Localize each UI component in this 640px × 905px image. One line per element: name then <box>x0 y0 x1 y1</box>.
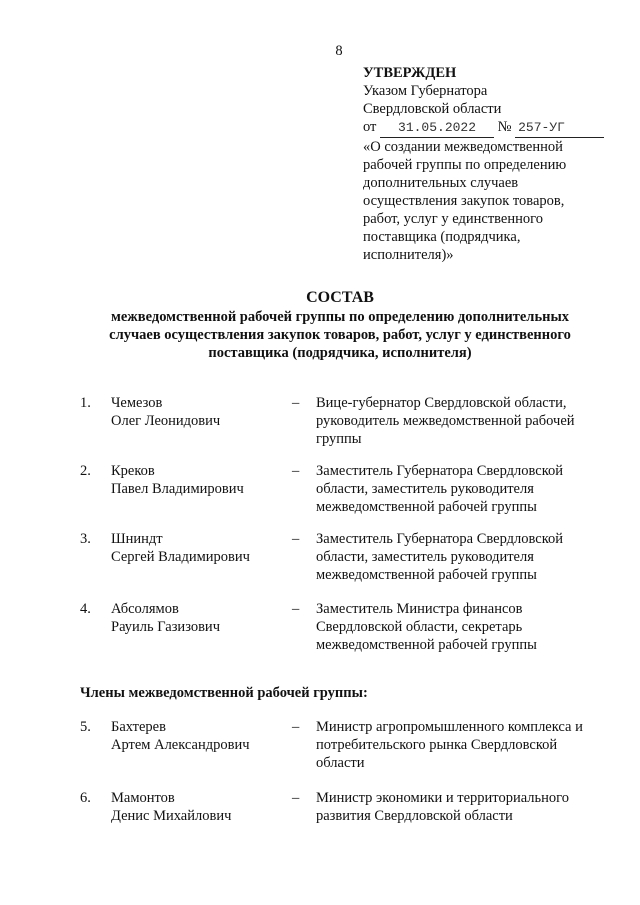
position-line: потребительского рынка Свердловской <box>316 737 558 753</box>
member-given-names: Павел Владимирович <box>111 481 244 497</box>
position-line: межведомственной рабочей группы <box>316 499 537 515</box>
document-title <box>70 288 610 362</box>
approval-line-1: Указом Губернатора <box>363 83 488 99</box>
title-line-3: поставщика (подрядчика, исполнителя) <box>208 345 472 361</box>
member-surname: Мамонтов <box>111 790 175 806</box>
member-name <box>111 789 286 825</box>
decree-number: 257-УГ <box>515 119 604 138</box>
approval-date-line <box>363 118 633 138</box>
member-number: 1. <box>80 395 91 411</box>
member-surname: Абсолямов <box>111 601 179 617</box>
member-name <box>111 600 286 636</box>
member-number: 4. <box>80 601 91 617</box>
member-given-names: Сергей Владимирович <box>111 549 250 565</box>
approval-subject-6: поставщика (подрядчика, <box>363 229 521 245</box>
member-number: 2. <box>80 463 91 479</box>
page-number: 8 <box>335 43 343 59</box>
dash: – <box>292 790 300 806</box>
member-surname: Шниндт <box>111 531 163 547</box>
dash: – <box>292 601 300 617</box>
approval-subject-7: исполнителя)» <box>363 247 454 263</box>
member-position <box>316 530 616 584</box>
position-line: Вице-губернатор Свердловской области, <box>316 395 567 411</box>
approval-subject-3: дополнительных случаев <box>363 175 519 191</box>
position-line: Министр агропромышленного комплекса и <box>316 719 583 735</box>
member-given-names: Олег Леонидович <box>111 413 221 429</box>
member-position <box>316 718 616 772</box>
position-line: Свердловской области, секретарь <box>316 619 523 635</box>
member-name <box>111 462 286 498</box>
number-sign: № <box>497 119 512 135</box>
position-line: Министр экономики и территориального <box>316 790 569 806</box>
position-line: развития Свердловской области <box>316 808 513 824</box>
member-surname: Креков <box>111 463 155 479</box>
approval-line-2: Свердловской области <box>363 101 502 117</box>
member-number: 3. <box>80 531 91 547</box>
position-line: группы <box>316 431 362 447</box>
dash: – <box>292 395 300 411</box>
position-line: межведомственной рабочей группы <box>316 637 537 653</box>
member-position <box>316 600 616 654</box>
dash: – <box>292 719 300 735</box>
member-surname: Чемезов <box>111 395 163 411</box>
position-line: области <box>316 755 365 771</box>
member-number: 5. <box>80 719 91 735</box>
member-name <box>111 718 286 754</box>
member-number: 6. <box>80 790 91 806</box>
position-line: области, заместитель руководителя <box>316 481 534 497</box>
approval-subject-2: рабочей группы по определению <box>363 157 567 173</box>
date-prefix: от <box>363 119 377 135</box>
decree-date: 31.05.2022 <box>380 119 494 138</box>
members-heading: Члены межведомственной рабочей группы: <box>80 685 368 701</box>
member-given-names: Рауиль Газизович <box>111 619 220 635</box>
member-name <box>111 394 286 430</box>
position-line: руководитель межведомственной рабочей <box>316 413 575 429</box>
position-line: области, заместитель руководителя <box>316 549 534 565</box>
position-line: Заместитель Губернатора Свердловской <box>316 531 564 547</box>
approval-subject-4: осуществления закупок товаров, <box>363 193 565 209</box>
member-name <box>111 530 286 566</box>
dash: – <box>292 463 300 479</box>
dash: – <box>292 531 300 547</box>
member-surname: Бахтерев <box>111 719 166 735</box>
member-given-names: Денис Михайлович <box>111 808 232 824</box>
approval-subject-5: работ, услуг у единственного <box>363 211 543 227</box>
member-position <box>316 789 616 825</box>
title-line-1: межведомственной рабочей группы по определению дополнительных <box>110 309 570 325</box>
position-line: Заместитель Губернатора Свердловской <box>316 463 564 479</box>
approval-block <box>363 64 633 264</box>
title-main: СОСТАВ <box>306 289 374 306</box>
member-given-names: Артем Александрович <box>111 737 250 753</box>
approval-heading: УТВЕРЖДЕН <box>363 65 457 81</box>
position-line: межведомственной рабочей группы <box>316 567 537 583</box>
position-line: Заместитель Министра финансов <box>316 601 523 617</box>
approval-subject-1: «О создании межведомственной <box>363 139 563 155</box>
title-line-2: случаев осуществления закупок товаров, работ, услуг у единственного <box>109 327 571 343</box>
member-position <box>316 462 616 516</box>
member-position <box>316 394 616 448</box>
